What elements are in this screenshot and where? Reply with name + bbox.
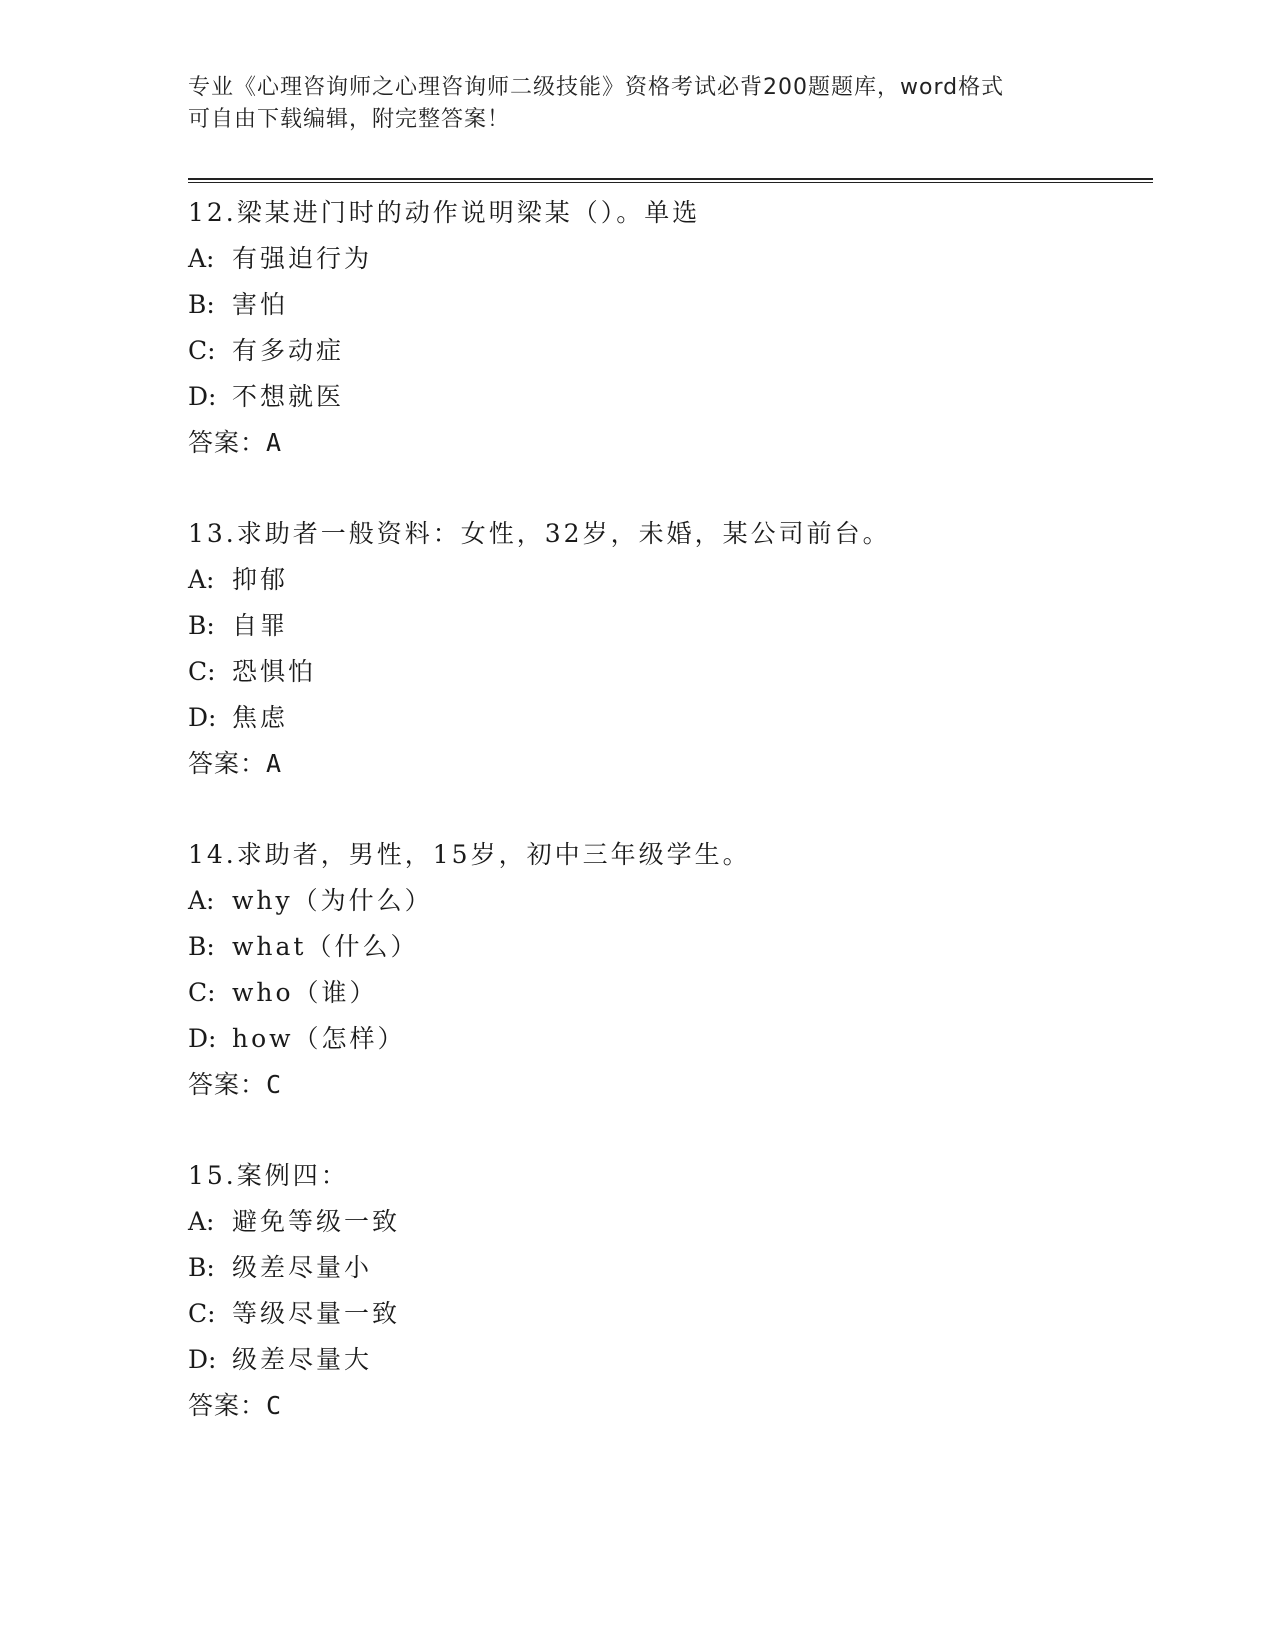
option-letter: B: [188,611,215,640]
option-text: 避免等级一致 [232,1207,401,1236]
option-a [188,878,1148,924]
option-letter: D: [188,703,217,732]
option-a [188,557,1148,603]
answer-line [188,741,1148,787]
option-c [188,970,1148,1016]
question-item [188,1153,1148,1429]
option-letter: A: [188,1207,215,1236]
question-text: 14.求助者，男性，15岁，初中三年级学生。 [188,840,751,869]
option-letter: D: [188,382,217,411]
option-letter: C: [188,657,216,686]
option-letter: B: [188,290,215,319]
answer-value: A [266,749,282,778]
question-item [188,511,1148,787]
option-text: 抑郁 [232,565,289,594]
option-text: 级差尽量小 [232,1253,373,1282]
option-d [188,1016,1148,1062]
option-letter: A: [188,886,215,915]
option-text: how（怎样） [232,1024,406,1053]
header-line-1: 专业《心理咨询师之心理咨询师二级技能》资格考试必背200题题库，word格式 [188,75,1005,100]
option-text: why（为什么） [232,886,433,915]
option-text: 有强迫行为 [232,244,373,273]
option-text: 自罪 [232,611,289,640]
option-b [188,603,1148,649]
option-letter: A: [188,565,215,594]
answer-label: 答案： [188,749,267,778]
option-letter: C: [188,978,216,1007]
document-header [188,72,1088,136]
question-item [188,190,1148,466]
option-text: 有多动症 [232,336,345,365]
answer-line [188,420,1148,466]
option-c [188,1291,1148,1337]
answer-line [188,1383,1148,1429]
option-letter: B: [188,932,215,961]
question-text: 12.梁某进门时的动作说明梁某（）。单选 [188,198,701,227]
option-text: 级差尽量大 [232,1345,373,1374]
option-letter: C: [188,336,216,365]
option-letter: A: [188,244,215,273]
option-text: 恐惧怕 [232,657,317,686]
option-letter: C: [188,1299,216,1328]
answer-value: A [266,428,282,457]
option-a [188,1199,1148,1245]
answer-label: 答案： [188,1070,267,1099]
question-list [188,190,1148,1474]
option-b [188,924,1148,970]
answer-label: 答案： [188,1391,267,1420]
question-text: 15.案例四： [188,1161,349,1190]
option-d [188,695,1148,741]
option-text: 等级尽量一致 [232,1299,401,1328]
option-c [188,649,1148,695]
option-letter: D: [188,1024,217,1053]
option-text: who（谁） [232,978,378,1007]
answer-value: C [266,1391,282,1420]
option-letter: D: [188,1345,217,1374]
header-line-2: 可自由下载编辑，附完整答案！ [188,107,511,132]
answer-label: 答案： [188,428,267,457]
option-d [188,374,1148,420]
option-text: 害怕 [232,290,289,319]
option-b [188,1245,1148,1291]
option-d [188,1337,1148,1383]
option-c [188,328,1148,374]
option-text: 不想就医 [232,382,345,411]
option-a [188,236,1148,282]
question-text: 13.求助者一般资料：女性，32岁，未婚，某公司前台。 [188,519,891,548]
answer-line [188,1062,1148,1108]
option-b [188,282,1148,328]
option-text: what（什么） [232,932,419,961]
header-divider [188,178,1153,183]
answer-value: C [266,1070,282,1099]
option-letter: B: [188,1253,215,1282]
question-item [188,832,1148,1108]
option-text: 焦虑 [232,703,289,732]
